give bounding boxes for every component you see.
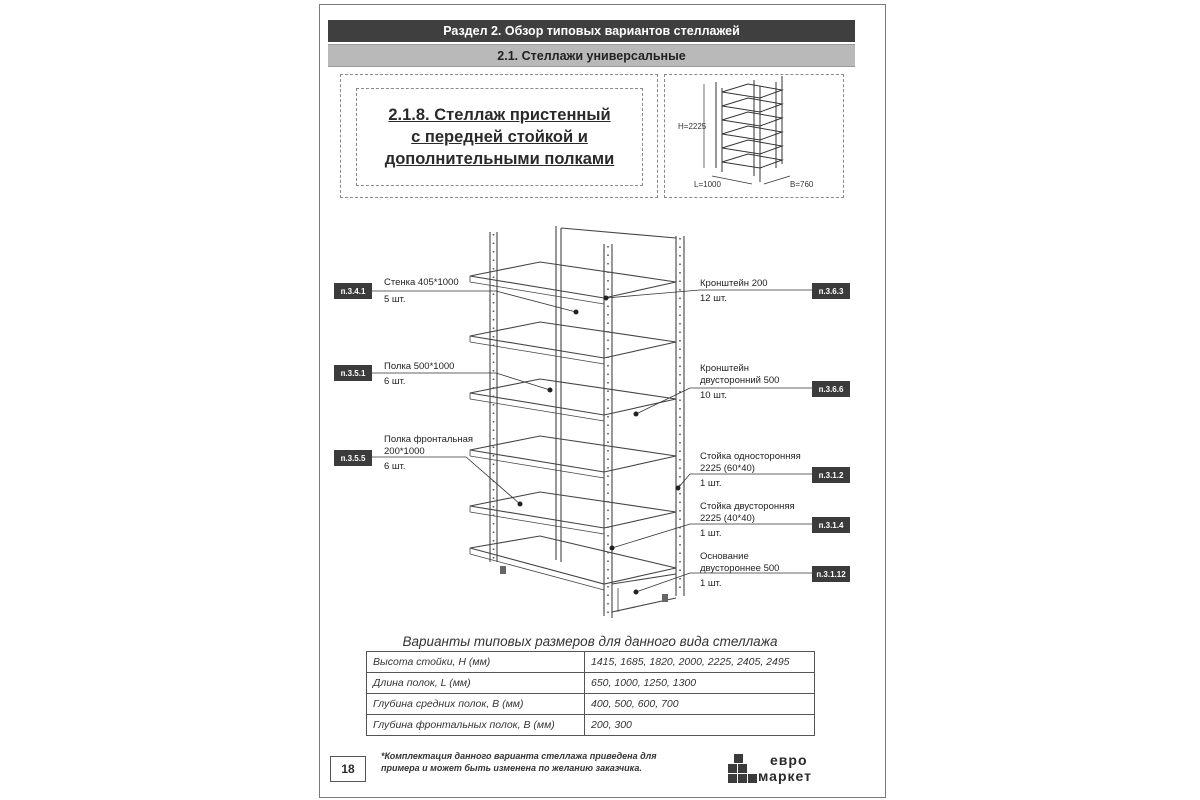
sizes-table xyxy=(366,651,815,736)
callout-label-double-upright: Стойка двусторонняя xyxy=(700,501,795,512)
table-row xyxy=(367,652,815,673)
callout-qty-front-shelf: 6 шт. xyxy=(384,461,406,472)
callout-qty-base: 1 шт. xyxy=(700,578,722,589)
callout-tag-wall-panel: п.3.4.1 xyxy=(334,283,372,299)
callout-label-shelf: Полка 500*1000 xyxy=(384,361,455,372)
table-row xyxy=(367,694,815,715)
callout-tag-base: п.3.1.12 xyxy=(812,566,850,582)
callout-qty-single-upright: 1 шт. xyxy=(700,478,722,489)
thumb-dim-height: H=2225 xyxy=(678,122,707,131)
footnote xyxy=(381,750,711,774)
table-cell-param: Высота стойки, H (мм) xyxy=(367,652,585,673)
footnote-line-2: примера и может быть изменена по желанию заказчика. xyxy=(381,763,642,773)
thumb-dim-length: L=1000 xyxy=(694,180,721,189)
title-line-3: дополнительными полками xyxy=(384,150,615,168)
callout-qty-shelf: 6 шт. xyxy=(384,376,406,387)
page-number: 18 xyxy=(330,756,366,782)
subsection-header: 2.1. Стеллажи универсальные xyxy=(328,44,855,67)
table-row xyxy=(367,715,815,736)
callout-label-double-bracket-2: двусторонний 500 xyxy=(700,375,780,386)
callout-label-wall-panel: Стенка 405*1000 xyxy=(384,277,459,288)
table-caption: Варианты типовых размеров для данного вида стеллажа xyxy=(402,634,778,649)
callout-label-double-bracket: Кронштейн xyxy=(700,363,750,374)
table-cell-values: 400, 500, 600, 700 xyxy=(585,694,815,715)
callout-tag-double-upright: п.3.1.4 xyxy=(812,517,850,533)
callout-tag-bracket-200: п.3.6.3 xyxy=(812,283,850,299)
callout-tag-double-bracket: п.3.6.6 xyxy=(812,381,850,397)
logo-text-bottom: маркет xyxy=(758,768,812,784)
thumb-dim-depth: B=760 xyxy=(790,180,814,189)
table-cell-values: 650, 1000, 1250, 1300 xyxy=(585,673,815,694)
callout-label-single-upright: Стойка односторонняя xyxy=(700,451,801,462)
callout-tag-shelf: п.3.5.1 xyxy=(334,365,372,381)
callout-qty-wall-panel: 5 шт. xyxy=(384,294,406,305)
logo-text-top: евро xyxy=(770,752,808,768)
callout-qty-double-upright: 1 шт. xyxy=(700,528,722,539)
callout-label-double-upright-size: 2225 (40*40) xyxy=(700,513,755,524)
callout-label-front-shelf: Полка фронтальная xyxy=(384,434,474,445)
callout-tag-single-upright: п.3.1.2 xyxy=(812,467,850,483)
table-row xyxy=(367,673,815,694)
table-cell-values: 200, 300 xyxy=(585,715,815,736)
table-cell-param: Длина полок, L (мм) xyxy=(367,673,585,694)
callout-tag-front-shelf: п.3.5.5 xyxy=(334,450,372,466)
table-cell-param: Глубина средних полок, B (мм) xyxy=(367,694,585,715)
callout-label-bracket-200: Кронштейн 200 xyxy=(700,278,768,289)
title-line-2: с передней стойкой и xyxy=(411,128,588,146)
footnote-line-1: *Комплектация данного варианта стеллажа приведена для xyxy=(381,751,657,761)
title-line-1: 2.1.8. Стеллаж пристенный xyxy=(388,106,611,124)
callout-label-base: Основание xyxy=(700,551,749,562)
company-logo xyxy=(726,752,850,786)
callout-label-front-shelf-size: 200*1000 xyxy=(384,446,425,457)
section-header: Раздел 2. Обзор типовых вариантов стеллажей xyxy=(328,20,855,42)
callout-label-single-upright-size: 2225 (60*40) xyxy=(700,463,755,474)
callout-qty-bracket-200: 12 шт. xyxy=(700,293,727,304)
callout-qty-double-bracket: 10 шт. xyxy=(700,390,727,401)
table-cell-values: 1415, 1685, 1820, 2000, 2225, 2405, 2495 xyxy=(585,652,815,673)
table-cell-param: Глубина фронтальных полок, B (мм) xyxy=(367,715,585,736)
callout-label-base-2: двустороннее 500 xyxy=(700,563,780,574)
